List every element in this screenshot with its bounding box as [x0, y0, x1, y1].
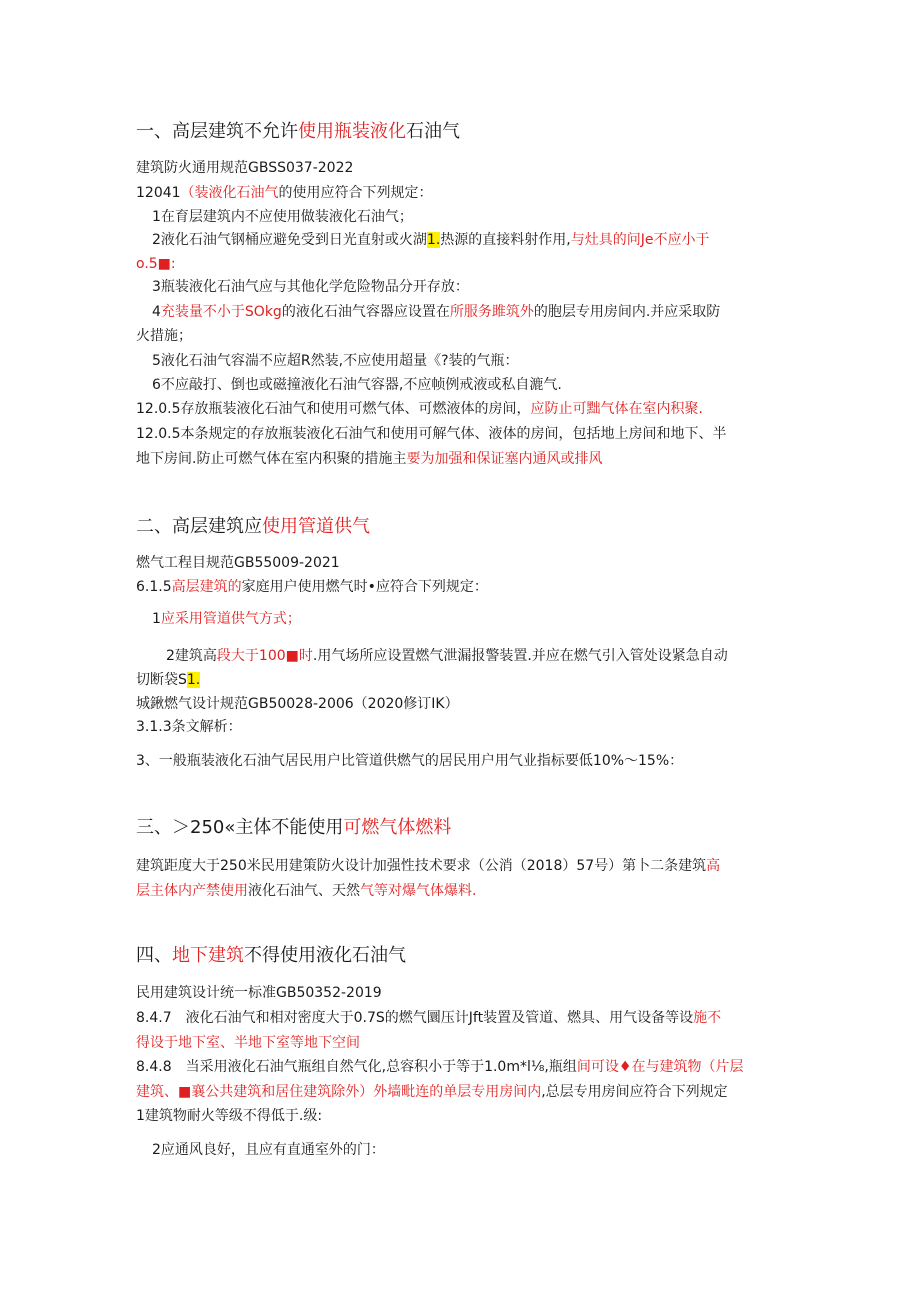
- s2-item-1: [152, 608, 301, 630]
- item-text: 的液化石油气容器应设置在: [281, 304, 450, 320]
- item-text: 的胞层专用房间内.并应采取防: [533, 304, 721, 320]
- paragraph-highlight: 气等对爆气体爆料.: [360, 883, 477, 899]
- clause-highlight: 间可设♦在与建筑物（片层: [576, 1059, 744, 1075]
- heading-text: 四、: [136, 945, 172, 966]
- clause-item-5: 5液化石油气容湍不应超R然装,不应使用超量《?装的气瓶：: [152, 353, 519, 369]
- item-text: 2建筑高: [166, 648, 217, 664]
- section-4-clause-2-cont: [136, 1081, 728, 1103]
- section-1-source: 建筑防火通用规范GBSS037-2022: [136, 160, 354, 176]
- clause-item-2: [152, 229, 709, 251]
- paragraph-text: 12.0.5存放瓶装液化石油气和使用可燃气体、可燃液体的房间，: [136, 401, 531, 417]
- paragraph-text: 建筑距度大于250米民用建策防火设计加强性技术要求（公消（2018）57号）第卜二条建筑: [136, 858, 707, 874]
- heading-text: 二、高层建筑应: [136, 516, 262, 537]
- paragraph-text: 地下房间.防止可燃气体在室内积聚的措施主: [136, 451, 407, 467]
- clause-item-3: 3瓶装液化石油气应与其他化学危险物品分开存放：: [152, 279, 469, 295]
- section-4-source: 民用建筑设计统一标准GB50352-2019: [136, 985, 382, 1001]
- clause-item-1: 1在育层建筑内不应使用做装液化石油气；: [152, 209, 413, 225]
- section-2-heading: [136, 514, 370, 540]
- section-4-heading: [136, 943, 406, 969]
- clause-text: 家庭用户使用燃气时•应符合下列规定：: [241, 579, 488, 595]
- section-3-heading: [136, 815, 451, 841]
- item-text: 1: [152, 611, 161, 627]
- heading-text: 石油气: [406, 121, 460, 142]
- clause-highlight: 高层建筑的: [171, 579, 242, 595]
- section-2-subheading: 3.1.3条文解析：: [136, 719, 242, 735]
- paragraph-highlight: 高: [706, 858, 721, 874]
- clause-item-2-cont: [136, 253, 176, 275]
- clause-paragraph-1: [136, 398, 703, 420]
- clause-number: 12041: [136, 185, 181, 201]
- clause-text: 8.4.7 液化石油气和相对密度大于0.7S的燃气圜压计Jft装置及管道、燃具、用气设备等设: [136, 1010, 694, 1026]
- item-text: 热源的直接料射作用,: [440, 232, 571, 248]
- section-2-source: 燃气工程目规范GB55009-2021: [136, 555, 340, 571]
- item-highlight: 所服务雎筑外: [449, 304, 534, 320]
- s2-item-2: [166, 645, 728, 667]
- s2-item-2-cont: [136, 669, 200, 691]
- clause-paragraph-2: 12.0.5本条规定的存放瓶装液化石油气和使用可解气体、液体的房间，包括地上房间和地下、半: [136, 426, 727, 442]
- section-4-item-2: 2应通风良好，且应有直通室外的门：: [152, 1142, 385, 1158]
- item-highlight: 充装量不小于SOkg: [160, 304, 282, 320]
- clause-highlight: 建筑、■襄公共建筑和居住建筑除外）外墙毗连的单层专用房间内: [136, 1084, 542, 1100]
- item-text: 2液化石油气钢桶应避免受到日光直射或火湖: [152, 232, 427, 248]
- item-highlight: 与灶具的问Je不应小于: [570, 232, 710, 248]
- item-highlight: 应采用管道供气方式；: [160, 611, 301, 627]
- section-2-source-2: 城鍬燃气设计规范GB50028-2006（2020修订IK）: [136, 696, 459, 712]
- heading-text: 三、＞250«主体不能使用: [136, 817, 344, 838]
- clause-highlight: 施不: [693, 1010, 722, 1026]
- clause-text: 的使用应符合下列规定：: [278, 185, 433, 201]
- section-4-clause-1: [136, 1007, 721, 1029]
- section-3-paragraph: [136, 855, 720, 877]
- clause-number: 6.1.5: [136, 579, 172, 595]
- clause-paragraph-2-cont: [136, 448, 602, 470]
- heading-highlight: 使用瓶装液化: [298, 121, 406, 142]
- clause-highlight: 得设于地下室、半地下室等地下空间: [136, 1035, 360, 1051]
- heading-highlight: 可燃气体燃料: [343, 817, 452, 838]
- section-4-item-1: 1建筑物耐火等级不得低于.级:: [136, 1108, 323, 1124]
- section-2-paragraph: 3、一般瓶装液化石油气居民用户比管道供燃气的居民用户用气业指标要低10%～15%：: [136, 753, 684, 769]
- section-2-clause: [136, 576, 488, 598]
- heading-text: 不得使用液化石油气: [244, 945, 406, 966]
- item-highlight: 段大于100■时: [216, 648, 313, 664]
- section-4-clause-2: [136, 1056, 743, 1078]
- clause-item-6: 6不应敲打、倒也或磁撞液化石油气容器,不应帧例戒液或私自漉气.: [152, 377, 562, 393]
- clause-text: 8.4.8 当采用液化石油气瓶组自然气化,总容积小于等于1.0m*l⅛,瓶组: [136, 1059, 577, 1075]
- item-text: .用气场所应设置燃气泄漏报警装置.并应在燃气引入管处设紧急自动: [312, 648, 728, 664]
- paragraph-text: 液化石油气、天然: [248, 883, 360, 899]
- section-4-clause-1-cont: [136, 1032, 360, 1054]
- item-text: 切断袋S: [136, 672, 187, 688]
- yellow-highlight: 1.: [426, 232, 441, 248]
- section-3-paragraph-cont: [136, 880, 476, 902]
- clause-item-4: [152, 301, 720, 323]
- item-text: 4: [152, 304, 161, 320]
- paragraph-highlight: 要为加强和保证塞内通风或排风: [406, 451, 603, 467]
- yellow-highlight: 1.: [186, 672, 201, 688]
- clause-highlight: （装液化石油气: [180, 185, 279, 201]
- section-1-clause: [136, 182, 433, 204]
- paragraph-highlight: 层主体内产禁使用: [136, 883, 248, 899]
- heading-text: 一、高层建筑不允许: [136, 121, 298, 142]
- clause-text: ,总层专用房间应符合下列规定: [541, 1084, 728, 1100]
- paragraph-highlight: 应防止可黜气体在室内积聚.: [530, 401, 703, 417]
- heading-highlight: 地下建筑: [172, 945, 244, 966]
- item-highlight: o.5■:: [136, 256, 176, 272]
- section-1-heading: [136, 119, 460, 145]
- clause-item-4-cont: 火措施；: [136, 328, 192, 344]
- heading-highlight: 使用管道供气: [262, 516, 370, 537]
